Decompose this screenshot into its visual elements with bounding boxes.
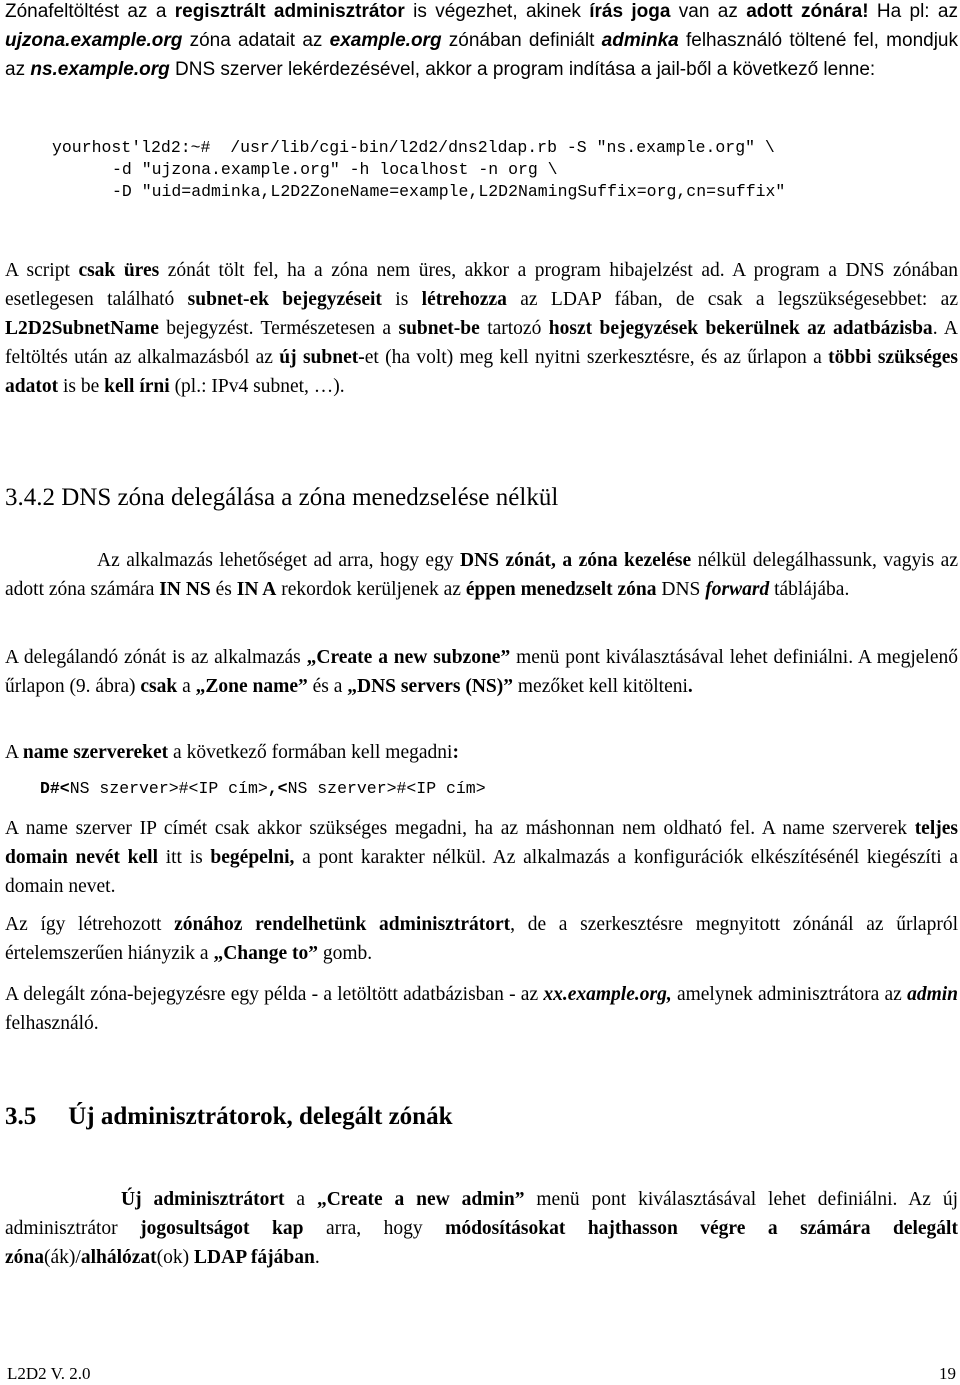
command-line-3: -D "uid=adminka,L2D2ZoneName=example,L2D2NamingSuffix=org,cn=suffix"	[112, 182, 786, 201]
new-admin-paragraph: Új adminisztrátort a „Create a new admin” menü pont kiválasztásával lehet definiálni. Az új adminisztrátor jogosultságot kap arra, hogy módosításokat hajthasson végre a számára delegált zóna(ák)/alhálózat(ok) LDAP fájában.	[5, 1189, 958, 1268]
section-heading-3-5: 3.5 Új adminisztrátorok, delegált zónák	[5, 1103, 453, 1130]
command-line-2: -d "ujzona.example.org" -h localhost -n org \	[112, 160, 558, 179]
page-number: 19	[939, 1364, 956, 1383]
script-paragraph: A script csak üres zónát tölt fel, ha a zóna nem üres, akkor a program hibajelzést ad. A program a DNS zónában esetlegesen található subnet-ek bejegyzéseit is létrehozza az LDAP fában, de csak a legszükségesebbet: az L2D2SubnetName bejegyzést. Természetesen a subnet-be tartozó hoszt bejegyzések bekerülnek az adatbázisba. A feltöltés után az alkalmazásból az új subnet-et (ha volt) meg kell nyitni szerkesztésre, és az űrlapon a többi szükséges adatot is be kell írni (pl.: IPv4 subnet, …).	[5, 260, 958, 397]
footer-version: L2D2 V. 2.0	[7, 1364, 91, 1383]
subzone-paragraph: A delegálandó zónát is az alkalmazás „Create a new subzone” menü pont kiválasztásával lehet definiálni. A megjelenő űrlapon (9. ábra) csak a „Zone name” és a „DNS servers (NS)” mezőket kell kitölteni.	[5, 647, 958, 697]
delegation-paragraph: Az alkalmazás lehetőséget ad arra, hogy egy DNS zónát, a zóna kezelése nélkül delegálhassunk, vagyis az adott zóna számára IN NS és IN A rekordok kerüljenek az éppen menedzselt zóna DNS forward táblájába.	[5, 550, 958, 600]
command-block	[52, 137, 958, 203]
name-servers-intro: A name szervereket a következő formában kell megadni:	[5, 742, 459, 763]
intro-paragraph: Zónafeltöltést az a regisztrált adminisztrátor is végezhet, akinek írás joga van az adott zónára! Ha pl: az ujzona.example.org zóna adatait az example.org zónában definiált adminka felhasználó töltené fel, mondjuk az ns.example.org DNS szerver lekérdezésével, akkor a program indítása a jail-ből a következő lenne:	[5, 1, 959, 80]
admin-zone-paragraph: Az így létrehozott zónához rendelhetünk adminisztrátort, de a szerkesztésre megnyitott zónánál az űrlapról értelemszerűen hiányzik a „Change to” gomb.	[5, 914, 958, 964]
section-heading-3-4-2: 3.4.2 DNS zóna delegálása a zóna menedzselése nélkül	[5, 484, 559, 511]
name-server-paragraph: A name szerver IP címét csak akkor szükséges megadni, ha az máshonnan nem oldható fel. A name szerverek teljes domain nevét kell itt is begépelni, a pont karakter nélkül. Az alkalmazás a konfigurációk elkészítésénél kiegészíti a domain nevet.	[5, 818, 958, 897]
command-line-1: yourhost'l2d2:~# /usr/lib/cgi-bin/l2d2/dns2ldap.rb -S "ns.example.org" \	[52, 138, 775, 157]
page-footer	[7, 1364, 956, 1384]
name-server-format: D#<NS szerver>#<IP cím>,<NS szerver>#<IP cím>	[40, 779, 486, 798]
example-paragraph: A delegált zóna-bejegyzésre egy példa - a letöltött adatbázisban - az xx.example.org, amelynek adminisztrátora az admin felhasználó.	[5, 984, 958, 1034]
